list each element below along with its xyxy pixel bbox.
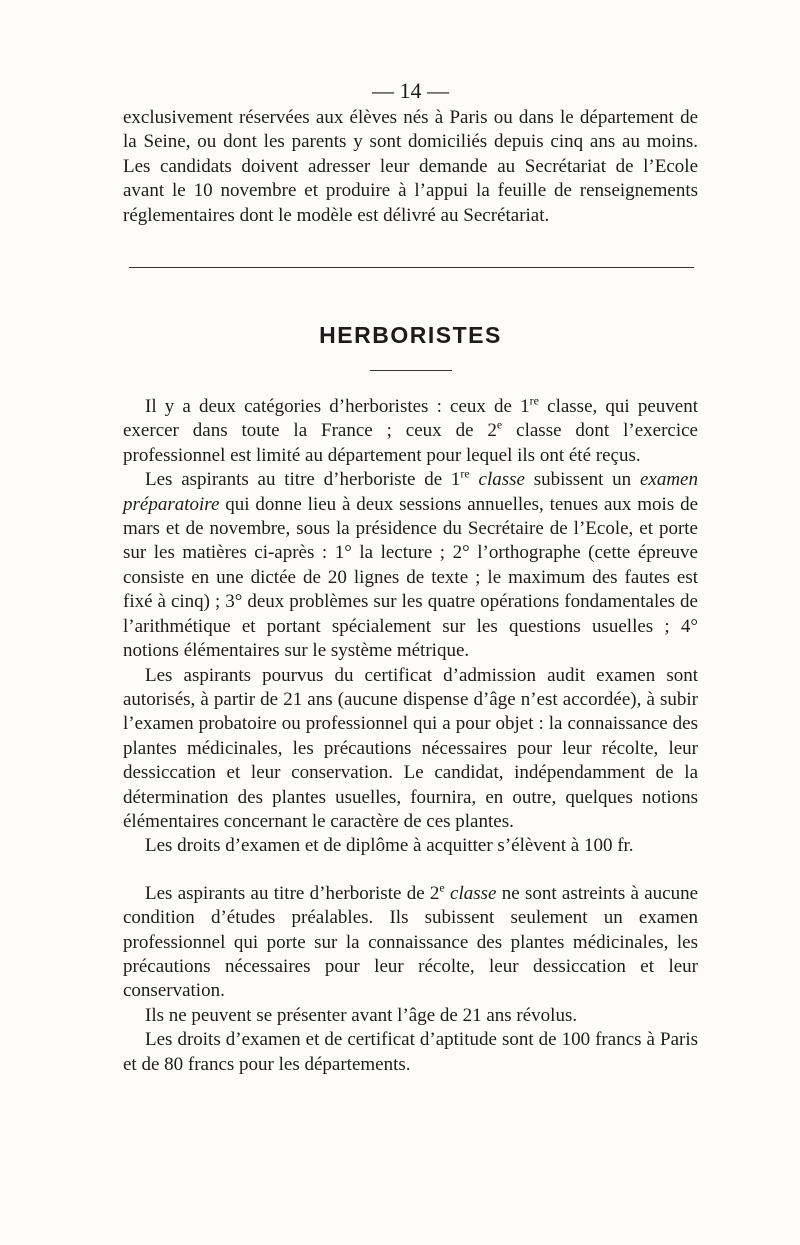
section-divider [129, 267, 694, 268]
document-page [123, 78, 698, 1077]
section-title: HERBORISTES [319, 322, 502, 349]
title-underline [370, 370, 452, 371]
paragraph-categories: Il y a deux catégories d’herboristes : ceux de 1re classe, qui peuvent exercer dans toute la France ; ceux de 2e classe dont l’exercice professionnel est limité au département pour lequel ils ont été reçus. [123, 393, 698, 466]
paragraph-professional-exam: Les aspirants pourvus du certificat d’admission audit examen sont autorisés, à partir de 21 ans (aucune dispense d’âge n’est accordée), à subir l’examen probatoire ou professionnel qui a pour objet : la connaissance des plantes médicinales, les précautions nécessaires pour leur récolte, leur dessiccation et leur conservation. Le candidat, indépendamment de la détermination des plantes usuelles, fournira, en outre, quelques notions élémentaires concernant le caractère de ces plantes. [123, 664, 698, 832]
intro-paragraph: exclusivement réservées aux élèves nés à Paris ou dans le département de la Seine, ou dont les parents y sont domiciliés depuis cinq ans au moins. Les candidats doivent adresser leur demande au Secrétariat de l’Ecole avant le 10 novembre et produire à l’appui la feuille de renseignements réglementaires dont le modèle est délivré au Secrétariat. [123, 107, 698, 226]
page-number: — 14 — [372, 78, 449, 103]
paragraph-gap [123, 859, 698, 882]
paragraph-first-class-exam: Les aspirants au titre d’herboriste de 1re classe subissent un examen préparatoire qui donne lieu à deux sessions annuelles, tenues aux mois de mars et de novembre, sous la présidence du Secrétaire de l’Ecole, et porte sur les matières ci-après : 1° la lecture ; 2° l’orthographe (cette épreuve consiste en une dictée de 20 lignes de texte ; le maximum des fautes est fixé à cinq) ; 3° deux problèmes sur les quatre opérations fondamentales de l’arithmétique et portant spécialement sur les questions usuelles ; 4° notions élémentaires sur le système métrique. [123, 466, 698, 662]
paragraph-second-class: Les aspirants au titre d’herboriste de 2e classe ne sont astreints à aucune condition d’études préalables. Ils subissent seulement un examen professionnel qui porte sur la connaissance des plantes médicinales, les précautions nécessaires pour leur récolte, leur dessiccation et leur conservation. [123, 880, 699, 1002]
paragraph-age-requirement: Ils ne peuvent se présenter avant l’âge de 21 ans révolus. [145, 1004, 578, 1026]
paragraph-first-class-fees: Les droits d’examen et de diplôme à acquitter s’élèvent à 100 fr. [145, 835, 634, 857]
paragraph-second-class-fees: Les droits d’examen et de certificat d’aptitude sont de 100 francs à Paris et de 80 francs pour les départements. [123, 1029, 698, 1075]
section-body [123, 395, 698, 1077]
